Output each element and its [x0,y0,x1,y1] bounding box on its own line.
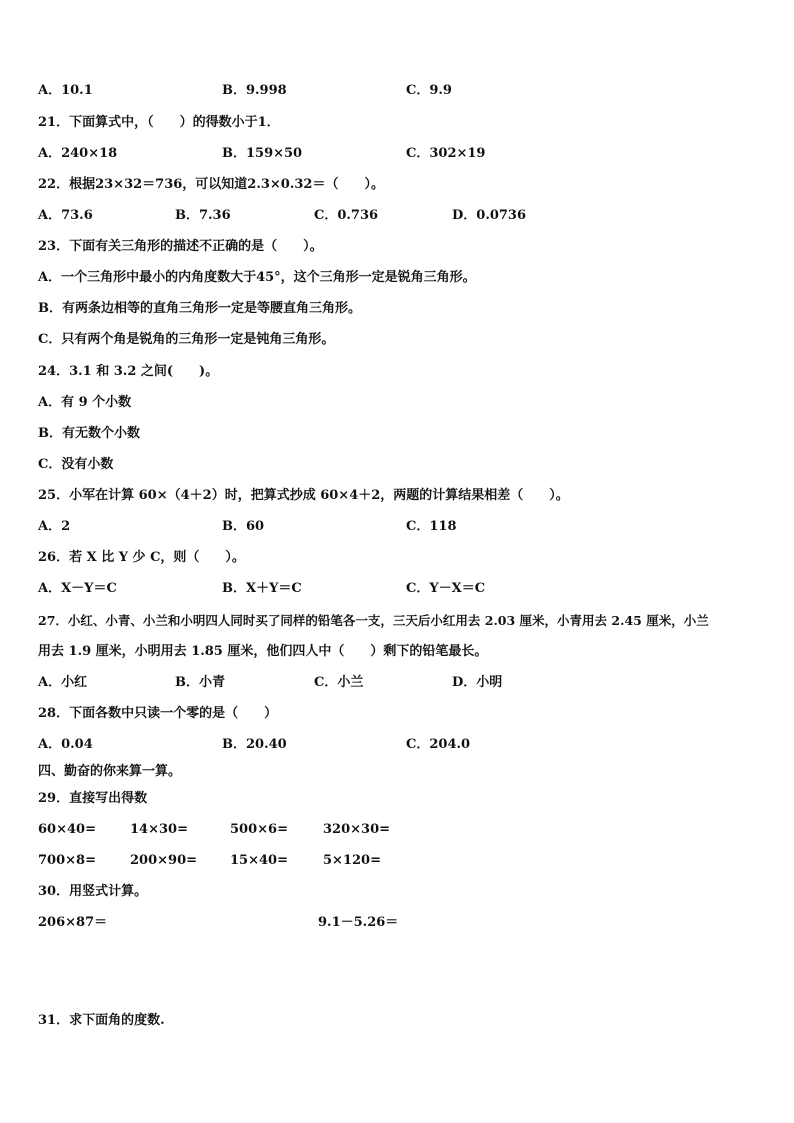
q27-option-b: B．小青 [175,675,225,690]
q22-option-d: D．0.0736 [452,208,527,223]
q30-calc-1: 206×87＝ [38,915,108,930]
q28-option-b: B．20.40 [222,737,287,752]
q25-option-a: A．2 [38,519,71,534]
q25-question: 25．小军在计算 60×（4＋2）时，把算式抄成 60×4＋2，两题的计算结果相差（ ）。 [38,488,569,503]
q29-question: 29．直接写出得数 [38,791,148,806]
q21-option-b: B．159×50 [222,146,303,161]
q26-option-a: A．X－Y＝C [38,581,117,596]
q28-option-a: A．0.04 [38,737,93,752]
q28-option-c: C．204.0 [406,737,471,752]
q29-calc-1: 60×40= [38,822,96,837]
q20-option-c: C．9.9 [406,83,452,98]
q30-question: 30．用竖式计算。 [38,884,148,899]
q29-calc-8: 5×120= [323,853,381,868]
q29-calc-4: 320×30= [323,822,391,837]
q29-calc-2: 14×30= [130,822,188,837]
q21-option-a: A．240×18 [38,146,118,161]
q26-option-c: C．Y－X＝C [406,581,486,596]
q28-question: 28．下面各数中只读一个零的是（ ） [38,706,278,721]
q25-option-c: C．118 [406,519,457,534]
section-four-title: 四、勤奋的你来算一算。 [38,764,182,779]
q30-calc-2: 9.1－5.26＝ [318,915,399,930]
q20-option-b: B．9.998 [222,83,287,98]
q26-question: 26．若 X 比 Y 少 C，则（ ）。 [38,550,245,565]
q24-option-a: A．有 9 个小数 [38,395,132,410]
q25-option-b: B．60 [222,519,265,534]
q29-calc-5: 700×8= [38,853,96,868]
q29-calc-7: 15×40= [230,853,288,868]
q27-option-d: D．小明 [452,675,503,690]
q24-question: 24．3.1 和 3.2 之间( )。 [38,364,219,379]
q23-option-b: B．有两条边相等的直角三角形一定是等腰直角三角形。 [38,301,361,316]
q26-option-b: B．X＋Y＝C [222,581,302,596]
q27-question-line2: 用去 1.9 厘米，小明用去 1.85 厘米，他们四人中（ ）剩下的铅笔最长。 [38,644,488,659]
q21-option-c: C．302×19 [406,146,486,161]
q29-calc-3: 500×6= [230,822,288,837]
q22-option-b: B．7.36 [175,208,231,223]
q23-option-c: C．只有两个角是锐角的三角形一定是钝角三角形。 [38,332,335,347]
q27-option-a: A．小红 [38,675,88,690]
q29-calc-6: 200×90= [130,853,198,868]
q31-question: 31．求下面角的度数. [38,1013,165,1028]
q23-question: 23．下面有关三角形的描述不正确的是（ ）。 [38,239,323,254]
q23-option-a: A．一个三角形中最小的内角度数大于45°，这个三角形一定是锐角三角形。 [38,270,476,285]
q24-option-b: B．有无数个小数 [38,426,140,441]
q27-question-line1: 27．小红、小青、小兰和小明四人同时买了同样的铅笔各一支，三天后小红用去 2.03 厘米，小青用去 2.45 厘米，小兰 [38,613,709,628]
q22-option-c: C．0.736 [314,208,379,223]
q20-option-a: A．10.1 [38,83,93,98]
q22-question: 22．根据23×32＝736，可以知道2.3×0.32＝（ ）。 [38,177,384,192]
q22-option-a: A．73.6 [38,208,93,223]
q27-option-c: C．小兰 [314,675,364,690]
q21-question: 21．下面算式中，（ ）的得数小于1． [38,115,280,130]
q24-option-c: C．没有小数 [38,457,114,472]
